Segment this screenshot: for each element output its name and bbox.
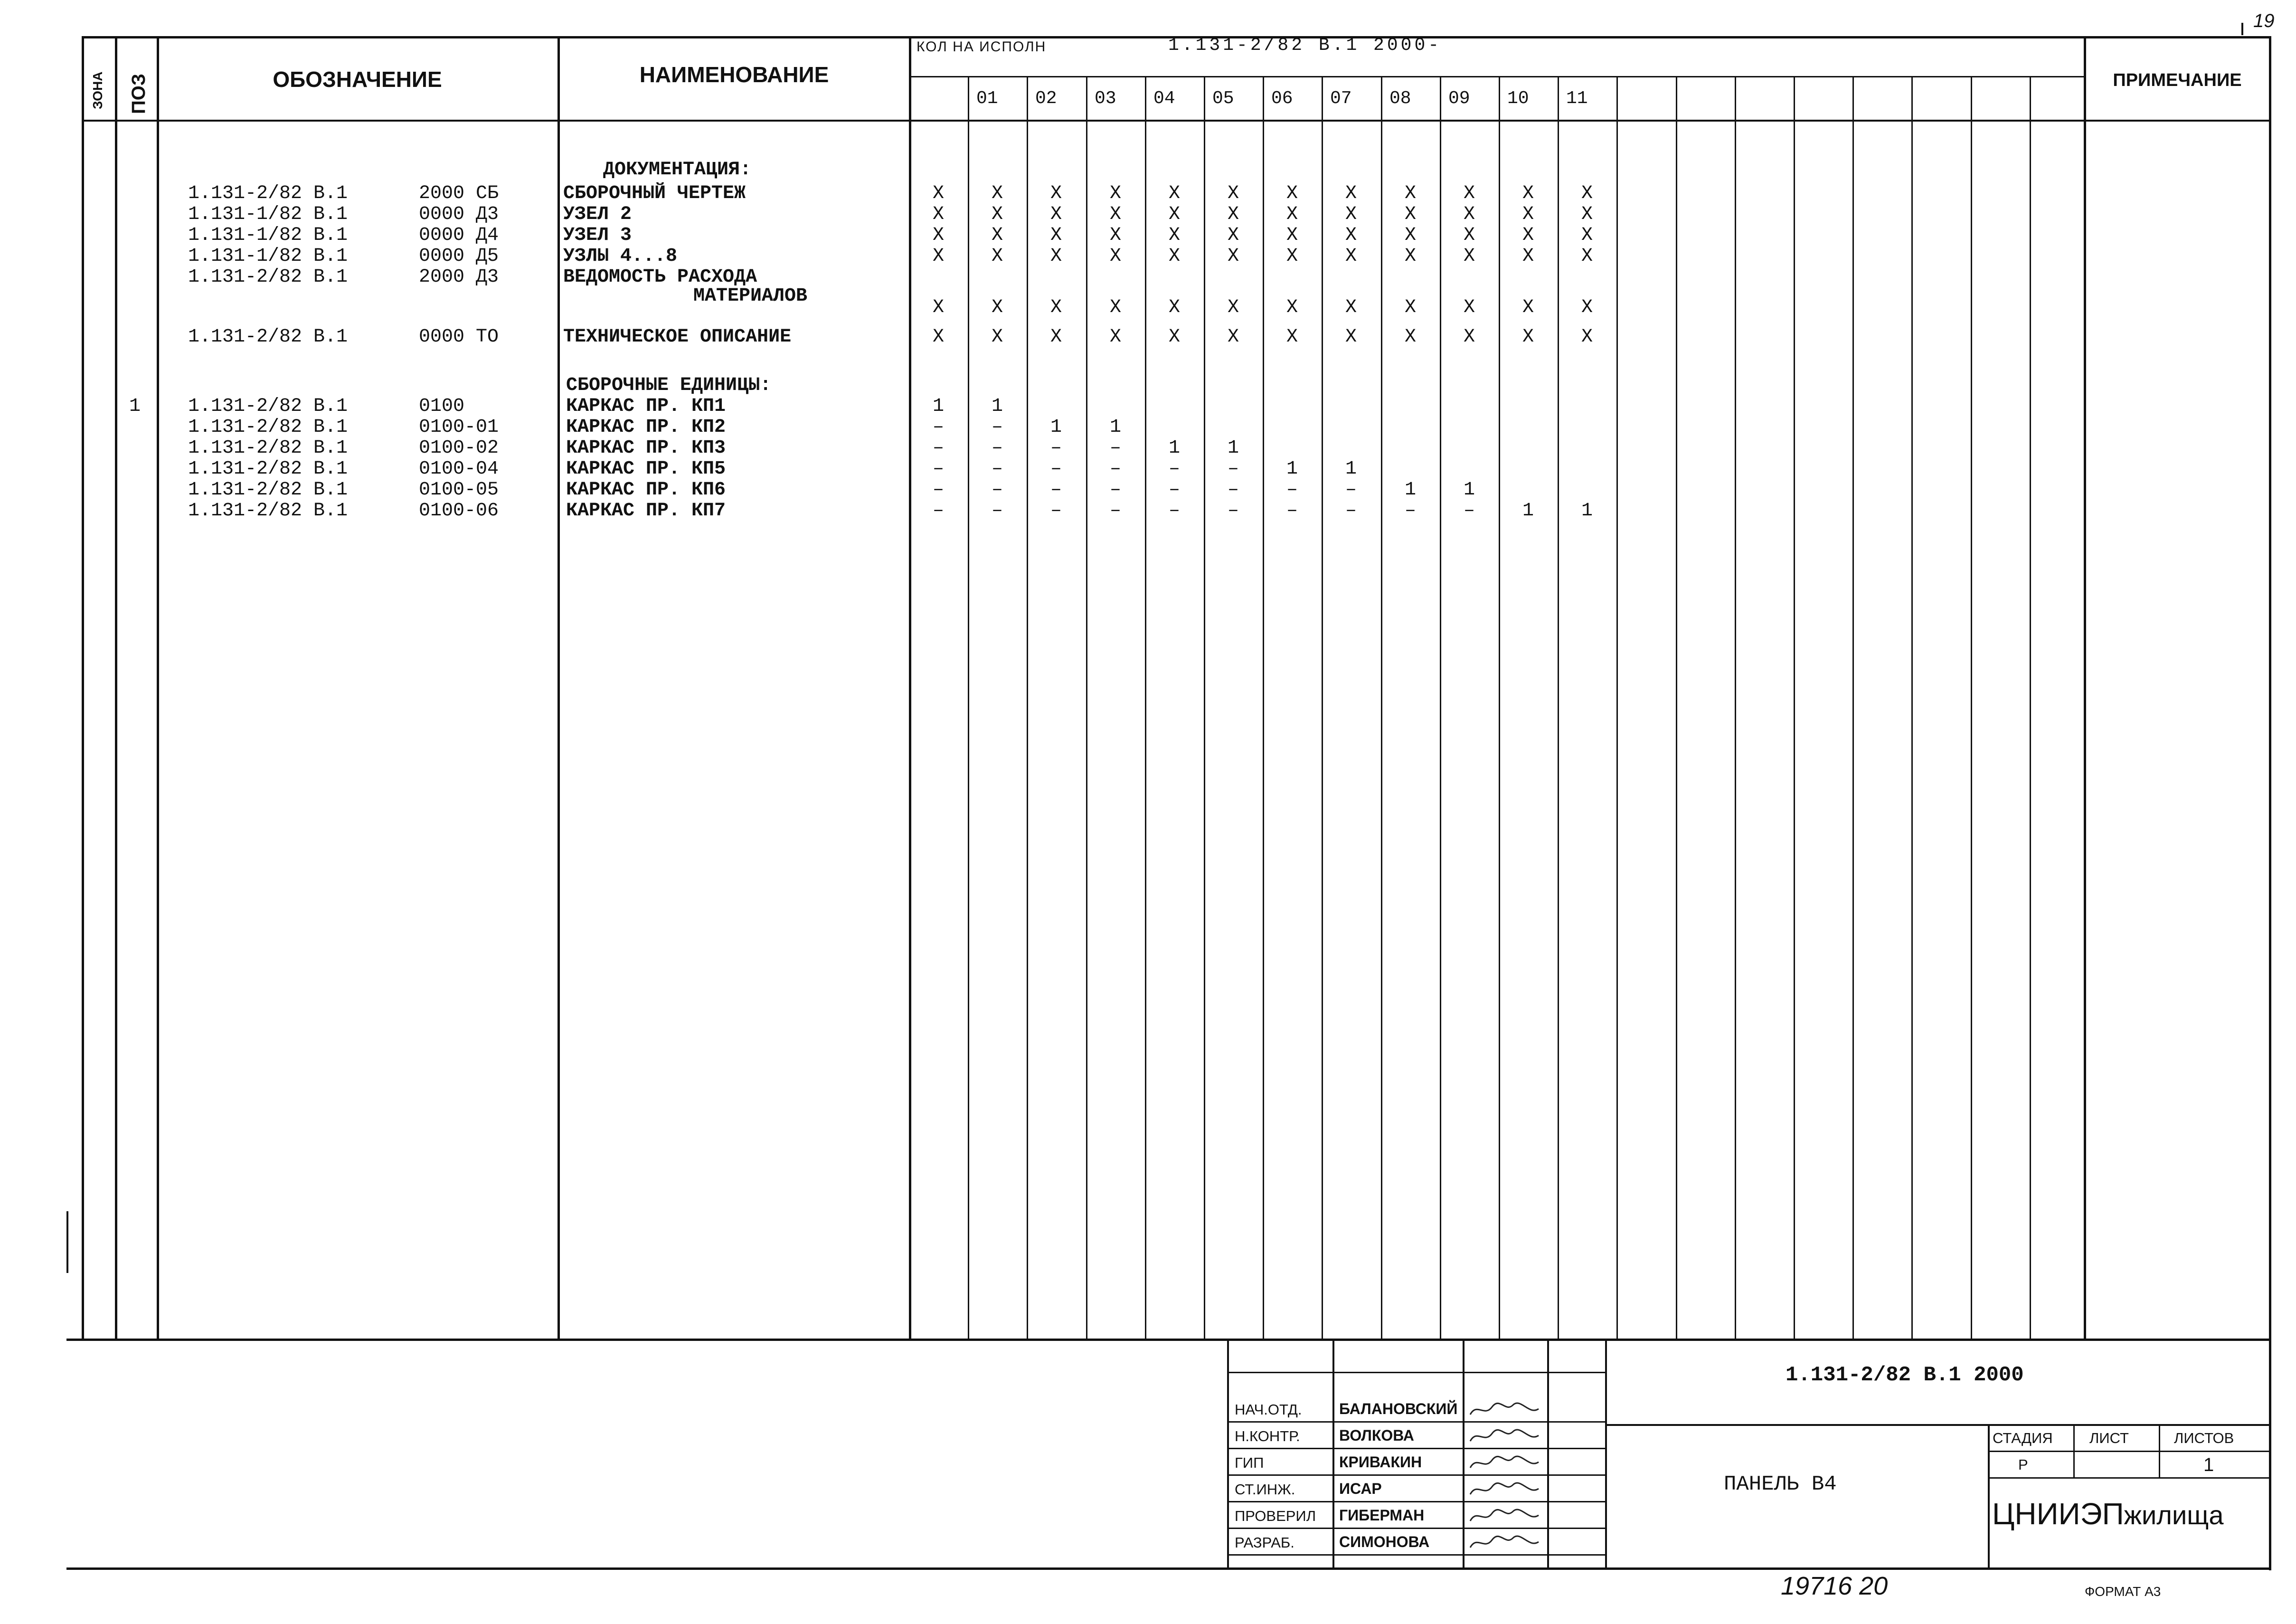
page-number: 19 bbox=[2253, 10, 2275, 31]
exec-col-sep bbox=[2030, 77, 2031, 1339]
exec-mark: 1 bbox=[1345, 458, 1357, 480]
tb-person: СИМОНОВА bbox=[1339, 1533, 1430, 1550]
tb-v5 bbox=[1605, 1339, 1607, 1569]
unit-name: КАРКАС ПР. КП3 bbox=[566, 437, 726, 459]
doc-suffix: 2000 СБ bbox=[419, 183, 499, 204]
exec-mark: 1 bbox=[1463, 479, 1475, 501]
exec-mark: Х bbox=[1227, 183, 1239, 204]
exec-col-sep bbox=[1499, 77, 1500, 1339]
exec-mark: Х bbox=[1286, 297, 1298, 318]
doc-suffix: 0000 Д4 bbox=[419, 225, 499, 246]
exec-mark: Х bbox=[1109, 183, 1121, 204]
tb-role-line bbox=[1227, 1501, 1605, 1502]
exec-mark: Х bbox=[1404, 297, 1416, 318]
exec-mark: – bbox=[1050, 458, 1062, 480]
tb-h-code bbox=[1605, 1424, 2270, 1426]
signature bbox=[1467, 1531, 1543, 1554]
exec-mark: Х bbox=[1109, 204, 1121, 225]
tb-role-line bbox=[1227, 1474, 1605, 1476]
unit-code: 1.131-2/82 В.1 bbox=[188, 437, 348, 459]
exec-mark: 1 bbox=[1286, 458, 1298, 480]
exec-mark: – bbox=[1345, 479, 1357, 501]
exec-mark: Х bbox=[1463, 297, 1475, 318]
exec-col-sep bbox=[1145, 77, 1146, 1339]
exec-col-sep bbox=[1381, 77, 1382, 1339]
exec-mark: 1 bbox=[1522, 500, 1534, 522]
unit-name: КАРКАС ПР. КП2 bbox=[566, 417, 726, 438]
doc-suffix: 0000 ТО bbox=[419, 326, 499, 348]
signature bbox=[1467, 1505, 1543, 1528]
exec-mark: – bbox=[1227, 479, 1239, 501]
unit-code: 1.131-2/82 В.1 bbox=[188, 417, 348, 438]
exec-mark: Х bbox=[1522, 225, 1534, 246]
section-documentation: ДОКУМЕНТАЦИЯ: bbox=[603, 159, 752, 180]
unit-name: КАРКАС ПР. КП6 bbox=[566, 479, 726, 501]
tb-role: Н.КОНТР. bbox=[1235, 1428, 1300, 1444]
exec-mark: Х bbox=[1109, 297, 1121, 318]
tb-person: ИСАР bbox=[1339, 1480, 1382, 1497]
col-zona-sep bbox=[115, 36, 117, 1340]
tb-role: ГИП bbox=[1235, 1454, 1264, 1471]
exec-mark: 1 bbox=[1168, 437, 1180, 459]
exec-mark: Х bbox=[1168, 204, 1180, 225]
exec-mark: Х bbox=[1345, 297, 1357, 318]
exec-mark: – bbox=[932, 458, 944, 480]
exec-mark: – bbox=[1109, 458, 1121, 480]
column-number: 03 bbox=[1095, 88, 1116, 109]
doc-name: ТЕХНИЧЕСКОЕ ОПИСАНИЕ bbox=[563, 326, 792, 348]
exec-mark: Х bbox=[1286, 183, 1298, 204]
frame-right bbox=[2269, 36, 2271, 1570]
exec-mark: Х bbox=[1227, 326, 1239, 348]
exec-mark: Х bbox=[991, 246, 1003, 267]
exec-col-sep bbox=[1263, 77, 1264, 1339]
exec-mark: – bbox=[1050, 437, 1062, 459]
exec-mark: Х bbox=[1463, 204, 1475, 225]
exec-mark: Х bbox=[1522, 297, 1534, 318]
tb-role-line bbox=[1227, 1448, 1605, 1449]
exec-mark: Х bbox=[1050, 297, 1062, 318]
tb-sheets-label: ЛИСТОВ bbox=[2174, 1430, 2234, 1446]
doc-name: УЗЕЛ 2 bbox=[563, 204, 632, 225]
exec-mark: 1 bbox=[1227, 437, 1239, 459]
exec-mark: Х bbox=[1463, 183, 1475, 204]
exec-mark: – bbox=[991, 479, 1003, 501]
tb-organization bbox=[1992, 1496, 2223, 1531]
exec-col-sep bbox=[1676, 77, 1677, 1339]
exec-mark: – bbox=[1109, 437, 1121, 459]
col-poz-sep bbox=[157, 36, 159, 1340]
tb-role-line bbox=[1227, 1372, 1605, 1373]
exec-mark: Х bbox=[932, 183, 944, 204]
header-poz: ПОЗ bbox=[128, 74, 149, 114]
exec-mark: Х bbox=[1463, 326, 1475, 348]
exec-mark: – bbox=[932, 437, 944, 459]
exec-mark: Х bbox=[1286, 326, 1298, 348]
exec-mark: Х bbox=[991, 183, 1003, 204]
doc-code: 1.131-1/82 В.1 bbox=[188, 204, 348, 225]
exec-mark: Х bbox=[1345, 326, 1357, 348]
exec-mark: Х bbox=[1581, 204, 1593, 225]
unit-code: 1.131-2/82 В.1 bbox=[188, 479, 348, 501]
exec-mark: Х bbox=[1345, 225, 1357, 246]
exec-mark: Х bbox=[1404, 326, 1416, 348]
tb-org-sub: жилища bbox=[2124, 1500, 2224, 1530]
exec-mark: – bbox=[1050, 500, 1062, 522]
exec-mark: 1 bbox=[1109, 417, 1121, 438]
doc-name: УЗЛЫ 4...8 bbox=[563, 246, 678, 267]
exec-mark: Х bbox=[932, 326, 944, 348]
exec-col-sep bbox=[1735, 77, 1736, 1339]
signature bbox=[1467, 1452, 1543, 1474]
exec-mark: 1 bbox=[1404, 479, 1416, 501]
exec-mark: Х bbox=[1050, 204, 1062, 225]
exec-mark: – bbox=[1109, 479, 1121, 501]
tb-role: ПРОВЕРИЛ bbox=[1235, 1508, 1316, 1524]
exec-mark: Х bbox=[1581, 225, 1593, 246]
unit-suffix: 0100-06 bbox=[419, 500, 499, 522]
col-prim-sep bbox=[2084, 36, 2086, 1340]
unit-poz: 1 bbox=[129, 396, 141, 417]
exec-mark: Х bbox=[1168, 297, 1180, 318]
exec-mark: – bbox=[1463, 500, 1475, 522]
exec-col-sep bbox=[1794, 77, 1795, 1339]
exec-mark: – bbox=[1168, 458, 1180, 480]
column-number: 10 bbox=[1507, 88, 1529, 109]
unit-suffix: 0100-02 bbox=[419, 437, 499, 459]
doc-name: ВЕДОМОСТЬ РАСХОДА bbox=[563, 266, 757, 288]
tb-sheets-value: 1 bbox=[2203, 1454, 2214, 1475]
unit-code: 1.131-2/82 В.1 bbox=[188, 500, 348, 522]
exec-col-sep bbox=[1852, 77, 1854, 1339]
exec-mark: – bbox=[1227, 500, 1239, 522]
tb-person: БАЛАНОВСКИЙ bbox=[1339, 1400, 1458, 1417]
exec-mark: Х bbox=[1404, 204, 1416, 225]
exec-mark: Х bbox=[1227, 297, 1239, 318]
doc-name: УЗЕЛ 3 bbox=[563, 225, 632, 246]
tb-doc-code: 1.131-2/82 В.1 2000 bbox=[1786, 1363, 2024, 1387]
column-number: 08 bbox=[1389, 88, 1411, 109]
tb-role-line bbox=[1227, 1554, 1605, 1556]
exec-mark: Х bbox=[1050, 183, 1062, 204]
tb-h-stage bbox=[1988, 1451, 2270, 1452]
exec-mark: 1 bbox=[1581, 500, 1593, 522]
tb-v-sheet bbox=[2073, 1424, 2075, 1479]
exec-mark: Х bbox=[932, 297, 944, 318]
exec-mark: – bbox=[991, 417, 1003, 438]
exec-col-sep bbox=[1322, 77, 1323, 1339]
exec-mark: – bbox=[932, 417, 944, 438]
exec-mark: – bbox=[1168, 479, 1180, 501]
doc-code: 1.131-2/82 В.1 bbox=[188, 183, 348, 204]
exec-mark: – bbox=[1227, 458, 1239, 480]
header-bottom bbox=[82, 120, 2271, 122]
header-exec-doc: 1.131-2/82 В.1 2000- bbox=[1168, 35, 1442, 56]
exec-mark: Х bbox=[1345, 183, 1357, 204]
signature bbox=[1467, 1478, 1543, 1501]
tb-stage-label: СТАДИЯ bbox=[1993, 1430, 2053, 1446]
exec-mark: Х bbox=[932, 225, 944, 246]
exec-mark: Х bbox=[1404, 183, 1416, 204]
exec-mark: – bbox=[932, 479, 944, 501]
exec-mark: Х bbox=[1581, 246, 1593, 267]
exec-mark: Х bbox=[1050, 225, 1062, 246]
exec-mark: – bbox=[991, 437, 1003, 459]
exec-col-sep bbox=[1440, 77, 1441, 1339]
column-number: 05 bbox=[1212, 88, 1234, 109]
exec-mark: Х bbox=[1345, 246, 1357, 267]
col-obozn-sep bbox=[557, 36, 560, 1340]
tb-h-stage2 bbox=[1988, 1477, 2270, 1479]
tb-role-line bbox=[1227, 1421, 1605, 1423]
unit-code: 1.131-2/82 В.1 bbox=[188, 458, 348, 480]
exec-mark: Х bbox=[1050, 326, 1062, 348]
exec-mark: Х bbox=[1522, 204, 1534, 225]
exec-mark: 1 bbox=[1050, 417, 1062, 438]
signature bbox=[1467, 1398, 1543, 1421]
header-exec-label: КОЛ НА ИСПОЛН bbox=[917, 39, 1047, 55]
exec-mark: Х bbox=[1404, 246, 1416, 267]
exec-col-sep bbox=[1971, 77, 1972, 1339]
unit-code: 1.131-2/82 В.1 bbox=[188, 396, 348, 417]
table-bottom bbox=[66, 1339, 2271, 1341]
exec-mark: Х bbox=[1168, 183, 1180, 204]
exec-mark: – bbox=[1050, 479, 1062, 501]
signature bbox=[1467, 1425, 1543, 1448]
tb-org-main: ЦНИИЭП bbox=[1992, 1497, 2124, 1531]
exec-mark: – bbox=[1404, 500, 1416, 522]
exec-col-sep bbox=[1911, 77, 1913, 1339]
tb-person: ГИБЕРМАН bbox=[1339, 1507, 1425, 1524]
unit-suffix: 0100-05 bbox=[419, 479, 499, 501]
exec-col-sep bbox=[1027, 77, 1028, 1339]
exec-col-sep bbox=[1616, 77, 1618, 1339]
exec-mark: Х bbox=[1404, 225, 1416, 246]
unit-name: КАРКАС ПР. КП5 bbox=[566, 458, 726, 480]
doc-code: 1.131-2/82 В.1 bbox=[188, 326, 348, 348]
column-number: 01 bbox=[976, 88, 998, 109]
exec-mark: Х bbox=[1286, 204, 1298, 225]
exec-col-sep bbox=[968, 77, 969, 1339]
exec-col-sep bbox=[1204, 77, 1205, 1339]
tb-role: РАЗРАБ. bbox=[1235, 1534, 1294, 1551]
frame-left bbox=[82, 36, 84, 1340]
column-number: 06 bbox=[1271, 88, 1293, 109]
tb-v-stage bbox=[1988, 1424, 1990, 1569]
column-number: 02 bbox=[1035, 88, 1057, 109]
exec-mark: – bbox=[1286, 500, 1298, 522]
exec-mark: – bbox=[1286, 479, 1298, 501]
tb-role: НАЧ.ОТД. bbox=[1235, 1401, 1302, 1418]
exec-sub-line bbox=[909, 76, 2085, 77]
column-number: 09 bbox=[1448, 88, 1470, 109]
exec-mark: Х bbox=[1227, 225, 1239, 246]
exec-mark: Х bbox=[1109, 225, 1121, 246]
unit-suffix: 0100-04 bbox=[419, 458, 499, 480]
tb-bottom bbox=[66, 1567, 2271, 1570]
exec-mark: Х bbox=[1581, 326, 1593, 348]
doc-name-cont: МАТЕРИАЛОВ bbox=[693, 285, 808, 307]
exec-mark: Х bbox=[1522, 183, 1534, 204]
exec-mark: Х bbox=[991, 225, 1003, 246]
exec-mark: Х bbox=[1168, 326, 1180, 348]
exec-mark: – bbox=[932, 500, 944, 522]
tb-title: ПАНЕЛЬ В4 bbox=[1724, 1472, 1837, 1496]
tb-stage-value: Р bbox=[2018, 1456, 2028, 1473]
exec-mark: Х bbox=[1522, 326, 1534, 348]
footer-inventory: 19716 20 bbox=[1781, 1572, 1888, 1600]
doc-name: СБОРОЧНЫЙ ЧЕРТЕЖ bbox=[563, 183, 746, 204]
exec-mark: Х bbox=[1345, 204, 1357, 225]
exec-mark: Х bbox=[1227, 204, 1239, 225]
col-naim-sep bbox=[909, 36, 911, 1340]
doc-suffix: 2000 Д3 bbox=[419, 266, 499, 288]
page-tick bbox=[2241, 23, 2243, 35]
unit-name: КАРКАС ПР. КП7 bbox=[566, 500, 726, 522]
footer-format: ФОРМАТ А3 bbox=[2085, 1584, 2161, 1599]
exec-mark: Х bbox=[1286, 246, 1298, 267]
unit-suffix: 0100-01 bbox=[419, 417, 499, 438]
unit-suffix: 0100 bbox=[419, 396, 465, 417]
column-number: 07 bbox=[1330, 88, 1352, 109]
exec-mark: – bbox=[1109, 500, 1121, 522]
exec-mark: Х bbox=[932, 246, 944, 267]
tb-role-line bbox=[1227, 1528, 1605, 1529]
exec-mark: – bbox=[1168, 500, 1180, 522]
header-primechanie: ПРИМЕЧАНИЕ bbox=[2113, 70, 2242, 90]
doc-code: 1.131-1/82 В.1 bbox=[188, 225, 348, 246]
exec-mark: Х bbox=[1286, 225, 1298, 246]
header-naimenovanie: НАИМЕНОВАНИЕ bbox=[639, 62, 829, 87]
exec-mark: Х bbox=[991, 326, 1003, 348]
exec-mark: 1 bbox=[932, 396, 944, 417]
margin-mark bbox=[66, 1211, 68, 1273]
exec-mark: Х bbox=[1581, 297, 1593, 318]
exec-mark: Х bbox=[1050, 246, 1062, 267]
exec-mark: – bbox=[1345, 500, 1357, 522]
header-oboznachenie: ОБОЗНАЧЕНИЕ bbox=[273, 67, 442, 92]
exec-mark: Х bbox=[1168, 225, 1180, 246]
doc-suffix: 0000 Д3 bbox=[419, 204, 499, 225]
exec-mark: – bbox=[991, 500, 1003, 522]
exec-mark: Х bbox=[1168, 246, 1180, 267]
column-number: 11 bbox=[1566, 88, 1588, 109]
exec-mark: Х bbox=[991, 204, 1003, 225]
tb-v-sheets bbox=[2159, 1424, 2160, 1479]
exec-mark: Х bbox=[1581, 183, 1593, 204]
exec-mark: Х bbox=[1463, 225, 1475, 246]
tb-sheet-label: ЛИСТ bbox=[2089, 1430, 2129, 1446]
exec-mark: Х bbox=[991, 297, 1003, 318]
exec-col-sep bbox=[1086, 77, 1087, 1339]
exec-mark: Х bbox=[1109, 246, 1121, 267]
unit-name: КАРКАС ПР. КП1 bbox=[566, 396, 726, 417]
exec-mark: Х bbox=[1522, 246, 1534, 267]
exec-mark: Х bbox=[1109, 326, 1121, 348]
doc-code: 1.131-2/82 В.1 bbox=[188, 266, 348, 288]
section-assembly-units: СБОРОЧНЫЕ ЕДИНИЦЫ: bbox=[566, 375, 772, 396]
tb-person: ВОЛКОВА bbox=[1339, 1427, 1414, 1444]
column-number: 04 bbox=[1153, 88, 1175, 109]
doc-suffix: 0000 Д5 bbox=[419, 246, 499, 267]
exec-mark: – bbox=[991, 458, 1003, 480]
exec-mark: 1 bbox=[991, 396, 1003, 417]
exec-mark: Х bbox=[932, 204, 944, 225]
exec-col-sep bbox=[1558, 77, 1559, 1339]
tb-role: СТ.ИНЖ. bbox=[1235, 1481, 1295, 1498]
doc-code: 1.131-1/82 В.1 bbox=[188, 246, 348, 267]
exec-mark: Х bbox=[1227, 246, 1239, 267]
exec-mark: Х bbox=[1463, 246, 1475, 267]
tb-person: КРИВАКИН bbox=[1339, 1453, 1422, 1471]
header-zona: ЗОНА bbox=[90, 71, 105, 109]
